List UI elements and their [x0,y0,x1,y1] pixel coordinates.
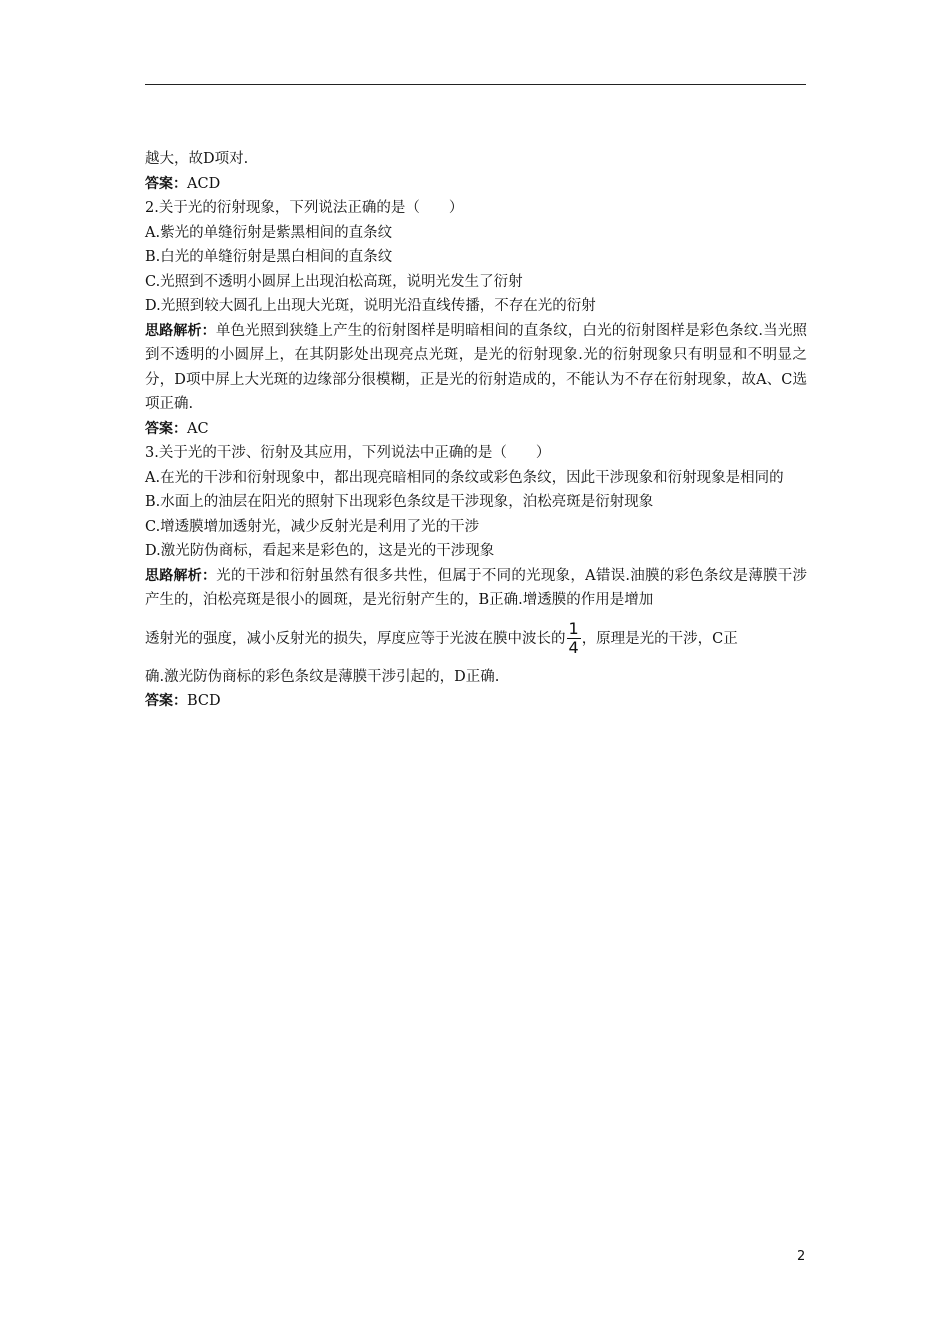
continuation-text: 越大，故D项对. [145,151,249,167]
q2-option-d: D.光照到较大圆孔上出现大光斑，说明光沿直线传播，不存在光的衍射 [145,298,596,314]
answer-label: 答案： [145,420,187,437]
fraction-denominator: 4 [568,638,579,657]
q2-analysis [145,319,807,417]
q2-option-b: B.白光的单缝衍射是黑白相间的直条纹 [145,249,393,265]
q2-answer-line [145,417,807,442]
q3-stem: 3.关于光的干涉、衍射及其应用，下列说法中正确的是（ ） [145,445,551,461]
q3-analysis-text-2: 透射光的强度，减小反射光的损失，厚度应等于光波在膜中波长的 [145,630,566,647]
answer-label: 答案： [145,175,187,192]
q2-answer: AC [187,420,209,437]
fraction-numerator: 1 [568,619,579,638]
q2-analysis-text: 单色光照到狭缝上产生的衍射图样是明暗相间的直条纹，白光的衍射图样是彩色条纹.当光照到不透明的小圆屏上，在其阴影处出现亮点光斑，是光的衍射现象.光的衍射现象只有明显和不明显之分，D项中屏上大光斑的边缘部分很模糊，正是光的衍射造成的，不能认为不存在衍射现象，故A、C选项正确. [145,322,808,412]
q3-analysis-text-3: ，原理是光的干涉，C正 [581,630,738,647]
q2-option-c: C.光照到不透明小圆屏上出现泊松高斑，说明光发生了衍射 [145,273,523,290]
q3-option-a: A.在光的干涉和衍射现象中，都出现亮暗相同的条纹或彩色条纹，因此干涉现象和衍射现象是相同的 [145,469,784,486]
q3-answer-line [145,689,807,714]
analysis-label: 思路解析： [145,567,217,584]
page-number: 2 [797,1249,806,1264]
q3-option-c: C.增透膜增加透射光，减少反射光是利用了光的干涉 [145,518,480,535]
q3-analysis [145,564,807,613]
q2-option-a: A.紫光的单缝衍射是紫黑相间的直条纹 [145,224,393,241]
q3-option-d: D.激光防伪商标，看起来是彩色的，这是光的干涉现象 [145,543,495,559]
q3-answer: BCD [187,693,221,709]
one-quarter-fraction [567,620,581,657]
q1-answer: ACD [187,175,221,192]
header-rule [145,84,806,85]
answer-label: 答案： [145,693,187,709]
q3-analysis-text-4: 确.激光防伪商标的彩色条纹是薄膜干涉引起的，D正确. [145,668,500,685]
q1-answer-line [145,172,807,197]
q2-stem: 2.关于光的衍射现象，下列说法正确的是（ ） [145,200,464,216]
page-content [145,147,807,714]
q3-option-b: B.水面上的油层在阳光的照射下出现彩色条纹是干涉现象，泊松亮斑是衍射现象 [145,494,654,510]
q3-analysis-text-1: 光的干涉和衍射虽然有很多共性，但属于不同的光现象，A错误.油膜的彩色条纹是薄膜干涉产生的，泊松亮斑是很小的圆斑，是光衍射产生的，B正确.增透膜的作用是增加 [145,567,808,608]
q3-analysis-fraction-line [145,613,807,665]
analysis-label: 思路解析： [145,322,216,339]
